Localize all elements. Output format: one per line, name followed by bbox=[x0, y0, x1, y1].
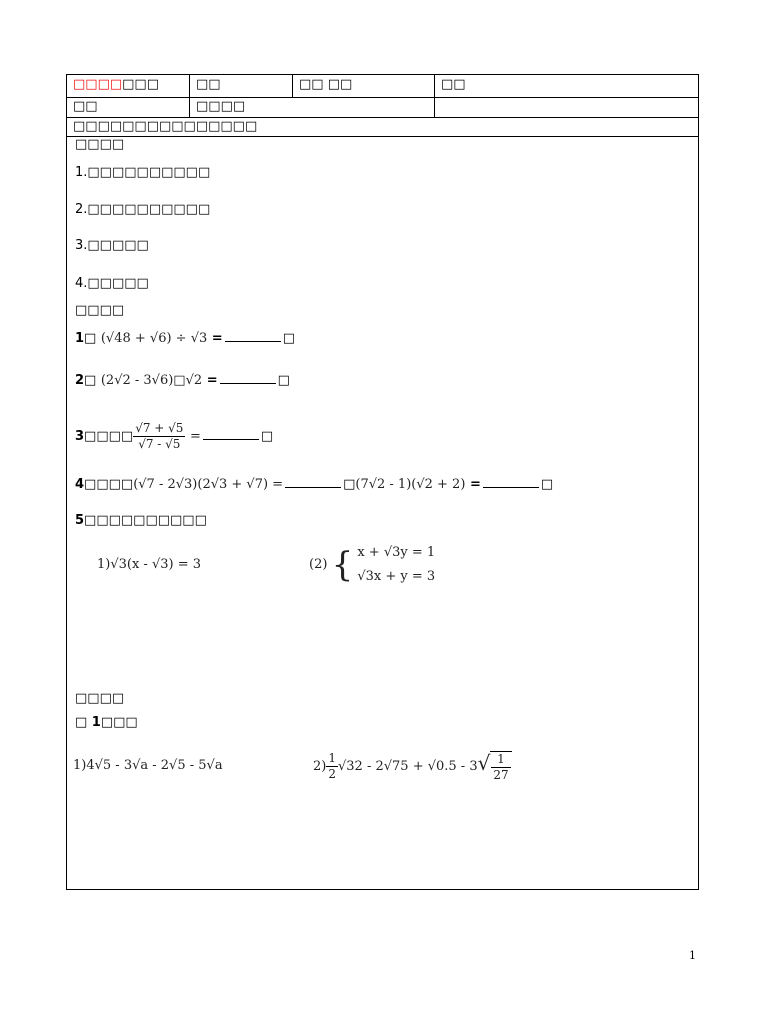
q2-answer-blank[interactable] bbox=[220, 371, 276, 384]
eq2-line-2: √3x + y = 3 bbox=[357, 569, 436, 584]
lesson-table bbox=[66, 74, 699, 890]
fraction-27-numerator: 1 bbox=[491, 752, 510, 768]
exercise-1: 1)4√5 - 3√a - 2√5 - 5√a bbox=[73, 758, 223, 773]
q3-numerator: √7 + √5 bbox=[135, 421, 184, 435]
q3-equals: = bbox=[189, 429, 201, 444]
q4-mid: □ bbox=[343, 477, 356, 492]
row2-cell-b: □□□□ bbox=[190, 97, 435, 117]
q4-expression-b: (7√2 - 1)(√2 + 2) bbox=[355, 477, 466, 492]
title-red-text: □□□□ bbox=[73, 77, 123, 92]
q3-answer-blank[interactable] bbox=[203, 427, 259, 440]
twenty-seventh-fraction bbox=[490, 751, 511, 783]
ex2-middle: √32 - 2√75 + √0.5 - 3 bbox=[337, 759, 478, 774]
q4-answer-blank-b[interactable] bbox=[483, 475, 539, 488]
q3-denominator: √7 - √5 bbox=[138, 437, 181, 451]
eq2-lines bbox=[357, 541, 435, 589]
q4-label: 4□□□□ bbox=[75, 477, 134, 492]
q1-tail: □ bbox=[282, 331, 295, 346]
half-denominator: 2 bbox=[328, 767, 336, 781]
header-row-1 bbox=[67, 75, 698, 98]
header-row-3 bbox=[67, 117, 698, 137]
q3-tail: □ bbox=[260, 429, 274, 444]
question-4 bbox=[75, 475, 553, 493]
title-text: □□□ bbox=[122, 77, 159, 92]
fraction-27-denominator: 27 bbox=[493, 767, 509, 782]
q4-answer-blank-a[interactable] bbox=[285, 475, 341, 488]
objective-4: 4.□□□□□ bbox=[75, 276, 149, 291]
q1-label: 1□ bbox=[75, 331, 97, 346]
q2-expression: (2√2 - 3√6)□√2 bbox=[100, 373, 203, 388]
q1-equals: = bbox=[211, 331, 223, 346]
half-numerator: 1 bbox=[328, 751, 336, 765]
radical-icon: √ bbox=[477, 751, 491, 775]
row2-cell-a: □□ bbox=[67, 97, 190, 117]
q4-expression-a: (√7 - 2√3)(2√3 + √7) = bbox=[133, 477, 284, 492]
eq2-line-1: x + √3y = 1 bbox=[357, 545, 436, 560]
q3-fraction bbox=[133, 421, 185, 452]
header-row-2 bbox=[67, 97, 698, 118]
q4-equals: = bbox=[469, 477, 481, 492]
equation-1: 1)√3(x - √3) = 3 bbox=[97, 557, 202, 572]
question-2 bbox=[75, 371, 290, 389]
section1-heading: □□□□ bbox=[75, 137, 125, 152]
q2-label: 2□ bbox=[75, 373, 97, 388]
q3-label: 3□□□□ bbox=[75, 429, 134, 444]
header-cell-c: □□ □□ bbox=[293, 75, 435, 97]
question-3 bbox=[75, 417, 273, 457]
section2-heading: □□□□ bbox=[75, 303, 125, 318]
header-cell-b: □□ bbox=[190, 75, 293, 97]
section3-subheading: □ 1□□□ bbox=[75, 715, 138, 730]
header-cell-d: □□ bbox=[441, 77, 466, 92]
question-1 bbox=[75, 329, 295, 347]
q4-tail: □ bbox=[540, 477, 554, 492]
left-brace-icon: { bbox=[331, 545, 354, 585]
page-number: 1 bbox=[689, 949, 696, 962]
eq2-label: (2) bbox=[309, 557, 328, 572]
exercise-2 bbox=[313, 743, 512, 787]
section3-heading: □□□□ bbox=[75, 691, 125, 706]
ex2-prefix: 2) bbox=[313, 759, 327, 774]
question-5: 5□□□□□□□□□□ bbox=[75, 513, 207, 528]
half-fraction bbox=[326, 751, 338, 782]
equation-2-system bbox=[309, 541, 435, 589]
objective-2: 2.□□□□□□□□□□ bbox=[75, 202, 211, 217]
title-cell bbox=[67, 75, 190, 97]
q2-tail: □ bbox=[277, 373, 290, 388]
q1-answer-blank[interactable] bbox=[225, 329, 281, 342]
objective-3: 3.□□□□□ bbox=[75, 238, 149, 253]
row3-cell: □□□□□□□□□□□□□□□ bbox=[73, 119, 258, 134]
q1-expression: (√48 + √6) ÷ √3 bbox=[100, 331, 208, 346]
objective-1: 1.□□□□□□□□□□ bbox=[75, 165, 211, 180]
q2-equals: = bbox=[206, 373, 218, 388]
